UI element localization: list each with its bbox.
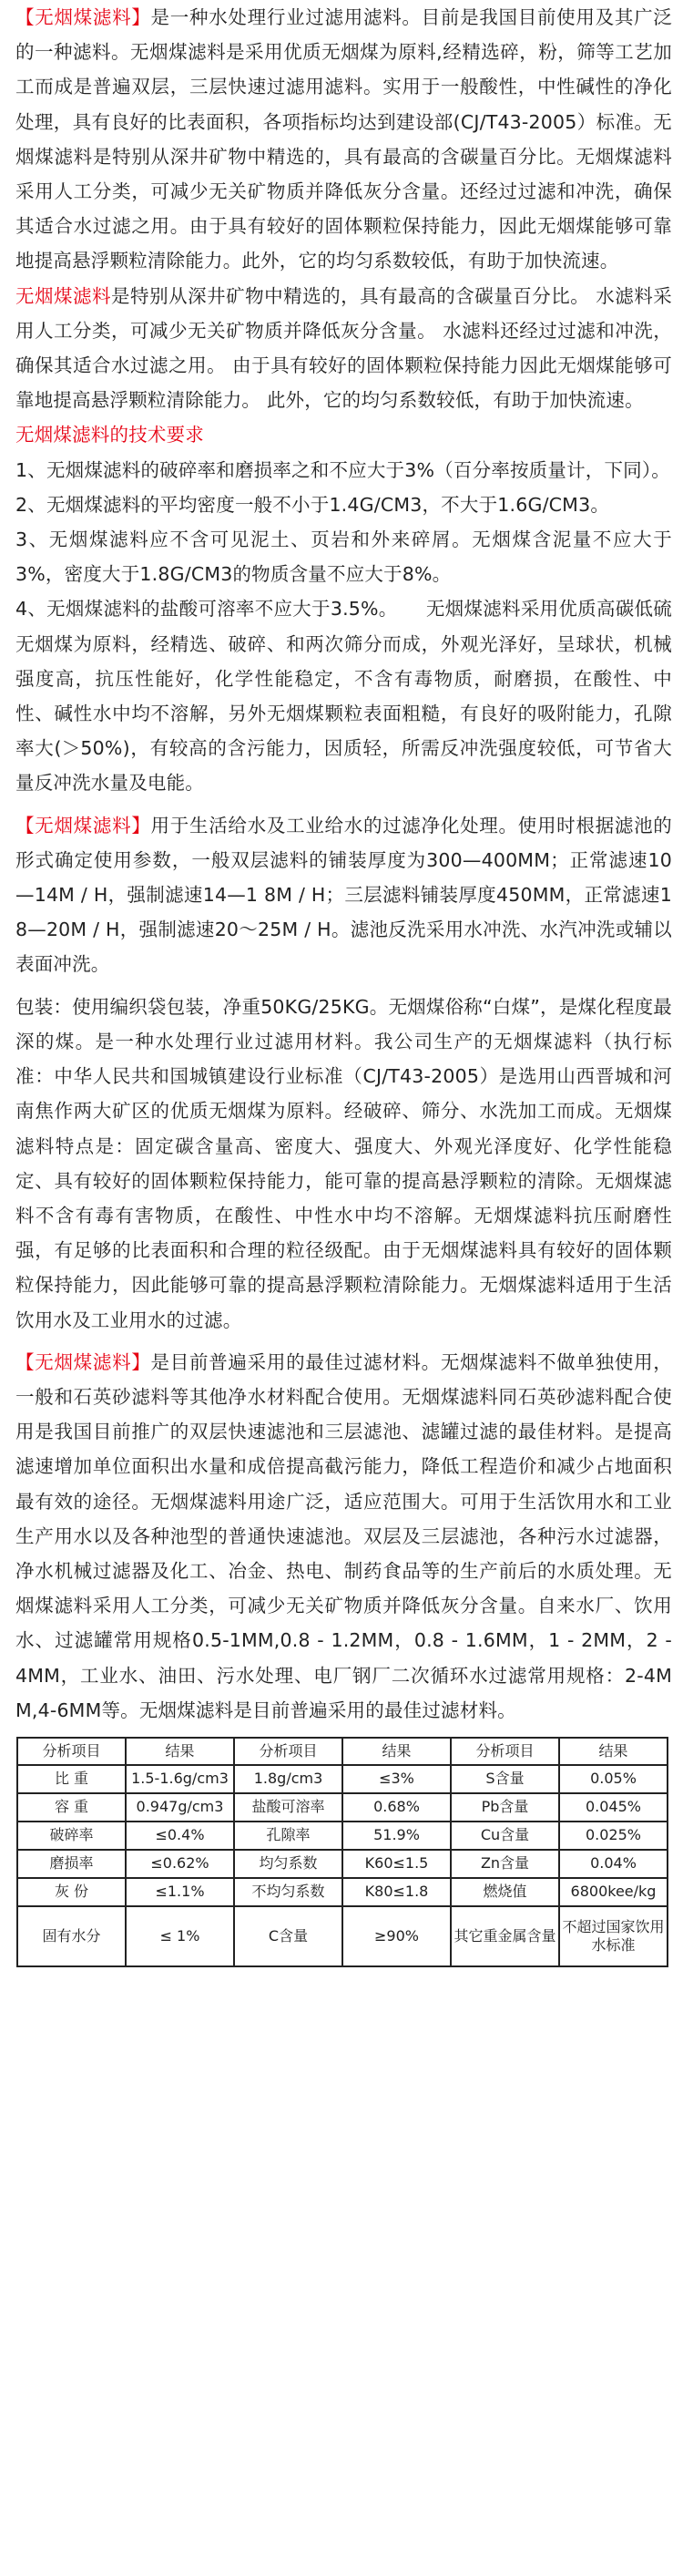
keyword-highlight: 【无烟煤滤料】	[15, 814, 151, 836]
spec-table	[16, 1737, 668, 1967]
table-row	[17, 1822, 668, 1850]
table-cell: 不超过国家饮用水标准	[559, 1906, 668, 1966]
table-row	[17, 1906, 668, 1966]
table-header-row	[17, 1738, 668, 1765]
intro-paragraph	[15, 0, 672, 279]
table-cell: 0.045%	[559, 1793, 668, 1822]
table-cell: 盐酸可溶率	[234, 1793, 342, 1822]
table-row	[17, 1793, 668, 1822]
paragraph-text: 是特别从深井矿物中精选的，具有最高的含碳量百分比。 水滤料采用人工分类，可减少无关矿物质并降低灰分含量。 水滤料还经过过滤和冲洗，确保其适合水过滤之用。 由于具有较好的固体颗粒保持能力因此无烟煤能够可靠地提高悬浮颗粒清除能力。 此外，它的均匀系数较低，有助于加快流速。	[15, 284, 673, 412]
table-cell: 均匀系数	[234, 1850, 342, 1878]
requirement-4: 4、无烟煤滤料的盐酸可溶率不应大于3.5%。 无烟煤滤料采用优质高碳低硫无烟煤为原料，经精选、破碎、和两次筛分而成，外观光泽好，呈球状，机械强度高，抗压性能好，化学性能稳定，不含有毒物质，耐磨损，在酸性、中性、碱性水中均不溶解，另外无烟煤颗粒表面粗糙，有良好的吸附能力，孔隙率大(＞50%)，有较高的含污能力，因质轻，所需反冲洗强度较低，可节省大量反冲洗水量及电能。	[15, 598, 672, 795]
table-cell: 比 重	[17, 1765, 126, 1793]
paragraph-text: 是一种水处理行业过滤用滤料。目前是我国目前使用及其广泛的一种滤料。无烟煤滤料是采用优质无烟煤为原料,经精选碎，粉，筛等工艺加工而成是普遍双层，三层快速过滤用滤料。实用于一般酸性，中性碱性的净化处理，具有良好的比表面积，各项指标均达到建设部(CJ/T43-2005）标准。无烟煤滤料是特别从深井矿物中精选的，具有最高的含碳量百分比。无烟煤滤料采用人工分类，可减少无关矿物质并降低灰分含量。还经过过滤和冲洗，确保其适合水过滤之用。由于具有较好的固体颗粒保持能力，因此无烟煤能够可靠地提高悬浮颗粒清除能力。此外，它的均匀系数较低，有助于加快流速。	[15, 6, 672, 272]
table-cell: 51.9%	[342, 1822, 451, 1850]
table-cell: Cu含量	[451, 1822, 559, 1850]
selection-paragraph	[15, 279, 672, 418]
table-cell: ≤ 1%	[126, 1906, 234, 1966]
table-cell: Zn含量	[451, 1850, 559, 1878]
table-row	[17, 1765, 668, 1793]
paragraph-text: 用于生活给水及工业给水的过滤净化处理。使用时根据滤池的形式确定使用参数，一般双层滤料的铺装厚度为300—400MM；正常滤速10—14M / H，强制滤速14—1 8M / H；三层滤料铺装厚度450MM，正常滤速18—20M / H，强制滤速20～25M / H。滤池反洗采用水冲洗、水汽冲洗或辅以表面冲洗。	[15, 814, 672, 976]
table-header-cell: 分析项目	[17, 1738, 126, 1765]
table-cell: 固有水分	[17, 1906, 126, 1966]
table-cell: C含量	[234, 1906, 342, 1966]
table-cell: 灰 份	[17, 1878, 126, 1906]
table-cell: 孔隙率	[234, 1822, 342, 1850]
table-row	[17, 1878, 668, 1906]
requirement-3: 3、无烟煤滤料应不含可见泥土、页岩和外来碎屑。无烟煤含泥量不应大于3%，密度大于1.8G/CM3的物质含量不应大于8%。	[15, 529, 672, 586]
keyword-highlight: 【无烟煤滤料】	[15, 1350, 151, 1373]
table-cell: 0.05%	[559, 1765, 668, 1793]
table-cell: ≥90%	[342, 1906, 451, 1966]
application-paragraph	[15, 1345, 672, 1728]
table-cell: K80≤1.8	[342, 1878, 451, 1906]
table-cell: Pb含量	[451, 1793, 559, 1822]
table-cell: 0.947g/cm3	[126, 1793, 234, 1822]
paragraph-text: 是目前普遍采用的最佳过滤材料。无烟煤滤料不做单独使用，一般和石英砂滤料等其他净水材料配合使用。无烟煤滤料同石英砂滤料配合使用是我国目前推广的双层快速滤池和三层滤池、滤罐过滤的最佳材料。是提高滤速增加单位面积出水量和成倍提高截污能力，降低工程造价和减少占地面积最有效的途径。无烟煤滤料用途广泛，适应范围大。可用于生活饮用水和工业生产用水以及各种池型的普通快速滤池。双层及三层滤池，各种污水过滤器，净水机械过滤器及化工、冶金、热电、制药食品等的生产前后的水质处理。无烟煤滤料采用人工分类，可减少无关矿物质并降低灰分含量。自来水厂、饮用水、过滤罐常用规格0.5-1MM,0.8 - 1.2MM，0.8 - 1.6MM，1 - 2MM，2 - 4MM，工业水、油田、污水处理、电厂钢厂二次循环水过滤常用规格：2-4MM,4-6MM等。无烟煤滤料是目前普遍采用的最佳过滤材料。	[15, 1350, 672, 1721]
table-cell: 0.025%	[559, 1822, 668, 1850]
table-cell: 燃烧值	[451, 1878, 559, 1906]
table-row	[17, 1850, 668, 1878]
table-header-cell: 结果	[126, 1738, 234, 1765]
table-header-cell: 结果	[559, 1738, 668, 1765]
table-cell: 不均匀系数	[234, 1878, 342, 1906]
table-cell: ≤1.1%	[126, 1878, 234, 1906]
table-cell: S含量	[451, 1765, 559, 1793]
table-cell: 0.68%	[342, 1793, 451, 1822]
table-cell: K60≤1.5	[342, 1850, 451, 1878]
table-cell: ≤0.62%	[126, 1850, 234, 1878]
table-cell: ≤0.4%	[126, 1822, 234, 1850]
table-cell: 1.5-1.6g/cm3	[126, 1765, 234, 1793]
table-cell: 其它重金属含量	[451, 1906, 559, 1966]
packaging-paragraph: 包装：使用编织袋包装，净重50KG/25KG。无烟煤俗称“白煤”，是煤化程度最深的煤。是一种水处理行业过滤用材料。我公司生产的无烟煤滤料（执行标准：中华人民共和国城镇建设行业标准（CJ/T43-2005）是选用山西晋城和河南焦作两大矿区的优质无烟煤为原料。经破碎、筛分、水洗加工而成。无烟煤滤料特点是：固定碳含量高、密度大、强度大、外观光泽度好、化学性能稳定、具有较好的固体颗粒保持能力，能可靠的提高悬浮颗粒的清除。无烟煤滤料不含有毒有害物质，在酸性、中性水中均不溶解。无烟煤滤料抗压耐磨性强，有足够的比表面积和合理的粒径级配。由于无烟煤滤料具有较好的固体颗粒保持能力，因此能够可靠的提高悬浮颗粒清除能力。无烟煤滤料适用于生活饮用水及工业用水的过滤。	[15, 995, 672, 1331]
keyword-highlight: 无烟煤滤料	[15, 284, 112, 307]
tech-requirements-heading: 无烟煤滤料的技术要求	[15, 424, 204, 446]
requirement-2: 2、无烟煤滤料的平均密度一般不小于1.4G/CM3，不大于1.6G/CM3。	[15, 493, 610, 516]
table-cell: 6800kee/kg	[559, 1878, 668, 1906]
table-header-cell: 结果	[342, 1738, 451, 1765]
table-cell: ≤3%	[342, 1765, 451, 1793]
table-header-cell: 分析项目	[451, 1738, 559, 1765]
usage-paragraph	[15, 808, 672, 982]
table-cell: 破碎率	[17, 1822, 126, 1850]
table-cell: 1.8g/cm3	[234, 1765, 342, 1793]
requirement-1: 1、无烟煤滤料的破碎率和磨损率之和不应大于3%（百分率按质量计，下同）。	[15, 458, 671, 481]
table-cell: 0.04%	[559, 1850, 668, 1878]
table-header-cell: 分析项目	[234, 1738, 342, 1765]
keyword-highlight: 【无烟煤滤料】	[15, 6, 151, 28]
table-cell: 容 重	[17, 1793, 126, 1822]
table-cell: 磨损率	[17, 1850, 126, 1878]
